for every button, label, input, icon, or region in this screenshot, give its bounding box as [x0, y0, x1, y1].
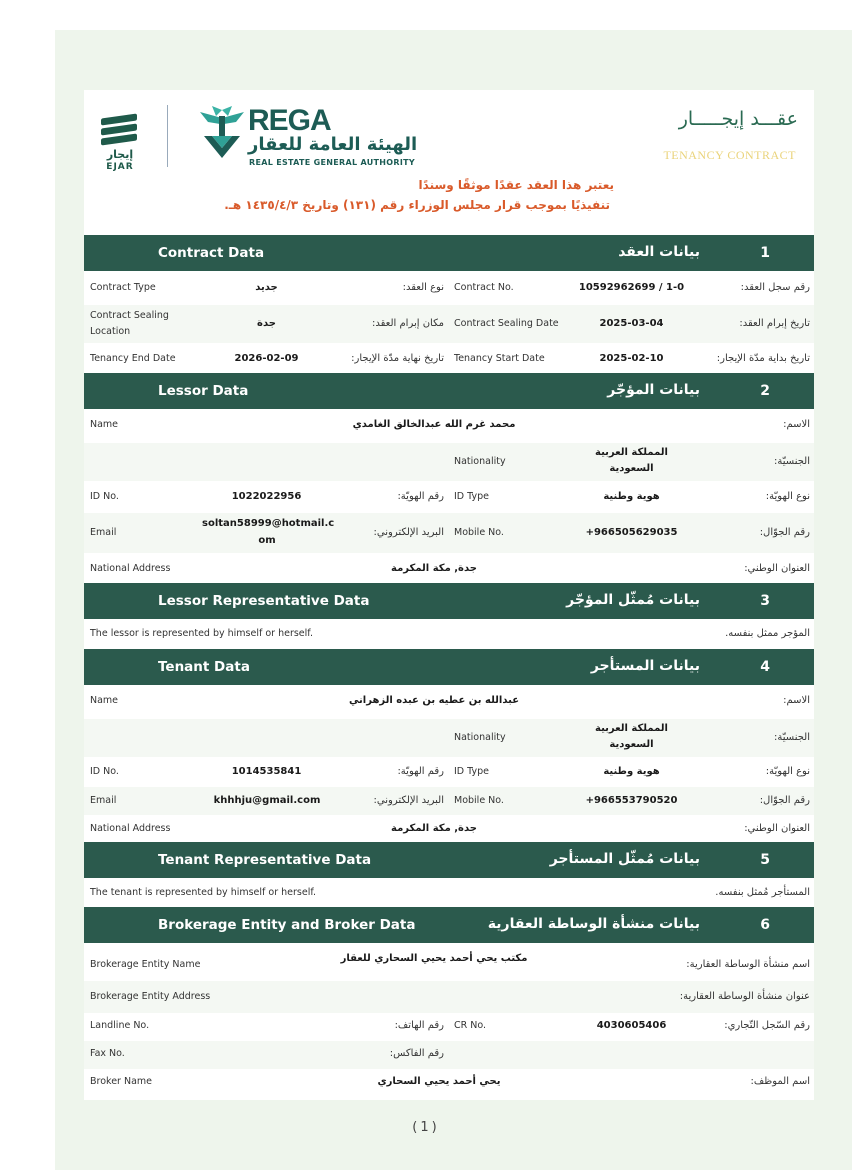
brokerage-address-label-en: Brokerage Entity Address [90, 991, 211, 1002]
lessor-row-name [84, 409, 814, 443]
section-number: 3 [760, 593, 770, 609]
lessor-id-label-en: ID No. [90, 491, 119, 502]
tenant-name-label-ar: الاسم: [783, 695, 810, 706]
lessor-id-label-ar: رقم الهويّة: [397, 491, 444, 502]
lessor-id-type-label-ar: نوع الهويّة: [765, 491, 810, 502]
ejar-logo-ar: إيجار [106, 148, 134, 161]
cr-label-ar: رقم السّجل التّجاري: [724, 1020, 810, 1031]
section-tenant-rep-header [84, 842, 814, 878]
lessor-name-value: محمد غرم الله عبدالخالق الغامدي [352, 419, 516, 430]
section-number: 2 [760, 383, 770, 399]
section-title-en: Brokerage Entity and Broker Data [158, 917, 416, 933]
section-title-ar: بيانات مُمثّل المؤجّر [566, 592, 700, 608]
tenant-nationality-label-ar: الجنسيّة: [774, 732, 810, 743]
section-brokerage-header [84, 907, 814, 943]
section-title-en: Tenant Data [158, 659, 250, 675]
lessor-address-label-en: National Address [90, 563, 171, 574]
notice-line-2: تنفيذيًا بموجب قرار مجلس الوزراء رقم (١٣١) وتاريخ ١٤٣٥/٤/٣ هـ. [224, 198, 610, 212]
start-date-value: 2025-02-10 [599, 353, 664, 364]
end-date-label-en: Tenancy End Date [90, 353, 176, 364]
document-header [84, 90, 814, 235]
broker-label-ar: اسم الموظف: [750, 1076, 810, 1087]
sealing-location-value: جدة [257, 318, 276, 329]
contract-type-label-en: Contract Type [90, 282, 156, 293]
tenant-rep-row [84, 878, 814, 907]
tenant-id-type-value: هوية وطنية [603, 766, 660, 777]
brokerage-row-broker [84, 1069, 814, 1099]
cr-value: 4030605406 [596, 1020, 667, 1031]
brokerage-name-value: مكتب يحي أحمد يحيي السحاري للعقار [340, 953, 528, 964]
section-title-en: Contract Data [158, 245, 265, 261]
lessor-id-value: 1022022956 [231, 491, 302, 502]
section-number: 6 [760, 917, 770, 933]
brokerage-address-label-ar: عنوان منشأة الوساطة العقارية: [679, 991, 810, 1002]
contract-row-dates [84, 343, 814, 373]
tenant-nationality-label-en: Nationality [454, 732, 506, 743]
lessor-rep-row [84, 619, 814, 649]
lessor-row-id [84, 481, 814, 513]
tenant-address-label-ar: العنوان الوطني: [744, 823, 810, 834]
sealing-date-value: 2025-03-04 [599, 318, 664, 329]
lessor-nationality-value-1: المملكة العربية [595, 447, 668, 458]
lessor-address-label-ar: العنوان الوطني: [744, 563, 810, 574]
tenant-name-value: عبدالله بن عطيه بن عبده الزهراني [348, 695, 520, 706]
cr-label-en: CR No. [454, 1020, 487, 1031]
lessor-nationality-label-en: Nationality [454, 456, 506, 467]
brokerage-name-label-ar: اسم منشأة الوساطة العقارية: [686, 959, 810, 970]
tenant-mobile-label-en: Mobile No. [454, 795, 504, 806]
sealing-date-label-ar: تاريخ إبرام العقد: [739, 318, 810, 329]
lessor-rep-note-en: The lessor is represented by himself or herself. [90, 628, 313, 639]
fax-label-ar: رقم الفاكس: [389, 1048, 444, 1059]
lessor-row-contact [84, 513, 814, 553]
notice-line-1: يعتبر هذا العقد عقدًا موثقًا وسندًا [418, 178, 614, 192]
contract-type-value: جديد [255, 282, 278, 293]
start-date-label-ar: تاريخ بداية مدّة الإيجار: [716, 353, 810, 364]
brokerage-row-name [84, 943, 814, 981]
broker-label-en: Broker Name [90, 1076, 152, 1087]
lessor-address-value: جدة, مكة المكرمة [391, 563, 477, 574]
tenant-email-label-en: Email [90, 795, 117, 806]
lessor-rep-note-ar: المؤجر ممثل بنفسه. [725, 628, 810, 639]
tenant-id-label-ar: رقم الهويّة: [397, 766, 444, 777]
lessor-nationality-label-ar: الجنسيّة: [774, 456, 810, 467]
tenant-mobile-label-ar: رقم الجوّال: [759, 795, 810, 806]
section-lessor-header [84, 373, 814, 409]
lessor-email-value-2: om [258, 535, 276, 546]
tenant-nationality-value-1: المملكة العربية [595, 723, 668, 734]
section-lessor-rep-header [84, 583, 814, 619]
tenant-id-value: 1014535841 [231, 766, 302, 777]
broker-value: يحي أحمد يحيي السحاري [377, 1076, 501, 1087]
brokerage-row-fax [84, 1041, 814, 1069]
sealing-location-label-en: Contract Sealing Location [90, 310, 169, 337]
section-number: 5 [760, 852, 770, 868]
section-title-en: Tenant Representative Data [158, 852, 372, 868]
logo-divider [167, 105, 168, 167]
contract-row-sealing [84, 305, 814, 343]
end-date-value: 2026-02-09 [234, 353, 299, 364]
section-title-ar: بيانات مُمثّل المستأجر [549, 851, 700, 867]
document-title-en: TENANCY CONTRACT [663, 148, 796, 162]
tenant-row-address [84, 815, 814, 842]
end-date-label-ar: تاريخ نهاية مدّة الإيجار: [351, 353, 444, 364]
contract-page [84, 90, 814, 1100]
landline-label-en: Landline No. [90, 1020, 150, 1031]
rega-arabic-name: الهيئة العامة للعقار [248, 134, 418, 155]
tenant-address-label-en: National Address [90, 823, 171, 834]
section-title-ar: بيانات منشأة الوساطة العقارية [487, 916, 700, 932]
start-date-label-en: Tenancy Start Date [454, 353, 545, 364]
contract-type-label-ar: نوع العقد: [402, 282, 444, 293]
tenant-address-value: جدة, مكة المكرمة [391, 823, 477, 834]
tenant-id-type-label-en: ID Type [454, 766, 489, 777]
lessor-id-type-value: هوية وطنية [603, 491, 660, 502]
lessor-email-label-en: Email [90, 527, 117, 538]
section-tenant-header [84, 649, 814, 685]
tenant-row-nationality [84, 719, 814, 757]
lessor-mobile-label-en: Mobile No. [454, 527, 504, 538]
tenant-id-label-en: ID No. [90, 766, 119, 777]
lessor-name-label-ar: الاسم: [783, 419, 810, 430]
lessor-id-type-label-en: ID Type [454, 491, 489, 502]
section-contract-header [84, 235, 814, 271]
tenant-mobile-value: +966553790520 [585, 795, 678, 806]
lessor-email-label-ar: البريد الإلكتروني: [373, 527, 444, 538]
brokerage-row-phone [84, 1013, 814, 1041]
tenant-id-type-label-ar: نوع الهويّة: [765, 766, 810, 777]
ejar-logo-en: EJAR [106, 162, 134, 172]
section-title-ar: بيانات العقد [618, 244, 700, 260]
contract-no-label-ar: رقم سجل العقد: [740, 282, 810, 293]
rega-title: REGA [248, 104, 331, 137]
tenant-rep-note-en: The tenant is represented by himself or herself. [90, 887, 317, 898]
lessor-row-nationality [84, 443, 814, 481]
tenant-email-value: khhhju@gmail.com [213, 795, 321, 806]
rega-emblem-icon [198, 106, 246, 164]
section-title-en: Lessor Representative Data [158, 593, 370, 609]
contract-no-label-en: Contract No. [454, 282, 514, 293]
tenant-row-name [84, 685, 814, 719]
tenant-name-label-en: Name [90, 695, 119, 706]
brokerage-row-address [84, 981, 814, 1013]
ejar-logo [98, 112, 142, 172]
lessor-mobile-label-ar: رقم الجوّال: [759, 527, 810, 538]
section-title-en: Lessor Data [158, 383, 249, 399]
tenant-row-contact [84, 787, 814, 815]
section-number: 4 [760, 659, 770, 675]
fax-label-en: Fax No. [90, 1048, 125, 1059]
tenant-nationality-value-2: السعودية [609, 739, 654, 750]
lessor-name-label-en: Name [90, 419, 119, 430]
tenant-rep-note-ar: المستأجر مُمثل بنفسه. [715, 887, 810, 898]
landline-label-ar: رقم الهاتف: [394, 1020, 444, 1031]
lessor-mobile-value: +966505629035 [585, 527, 678, 538]
contract-row-type [84, 271, 814, 305]
lessor-nationality-value-2: السعودية [609, 463, 654, 474]
sealing-location-label-ar: مكان إبرام العقد: [371, 318, 444, 329]
lessor-email-value-1: soltan58999@hotmail.c [202, 518, 335, 529]
sealing-date-label-en: Contract Sealing Date [454, 318, 559, 329]
tenant-row-id [84, 757, 814, 787]
section-number: 1 [760, 245, 770, 261]
section-title-ar: بيانات المؤجّر [607, 382, 700, 398]
document-title-ar: عقـــد إيجـــــار [678, 108, 798, 130]
lessor-row-address [84, 553, 814, 583]
page-number: (1) [412, 1120, 440, 1135]
brokerage-name-label-en: Brokerage Entity Name [90, 959, 201, 970]
tenant-email-label-ar: البريد الإلكتروني: [373, 795, 444, 806]
contract-no-value: 10592962699 / 1-0 [578, 282, 685, 293]
section-title-ar: بيانات المستأجر [590, 658, 700, 674]
rega-english-name: REAL ESTATE GENERAL AUTHORITY [249, 158, 415, 167]
